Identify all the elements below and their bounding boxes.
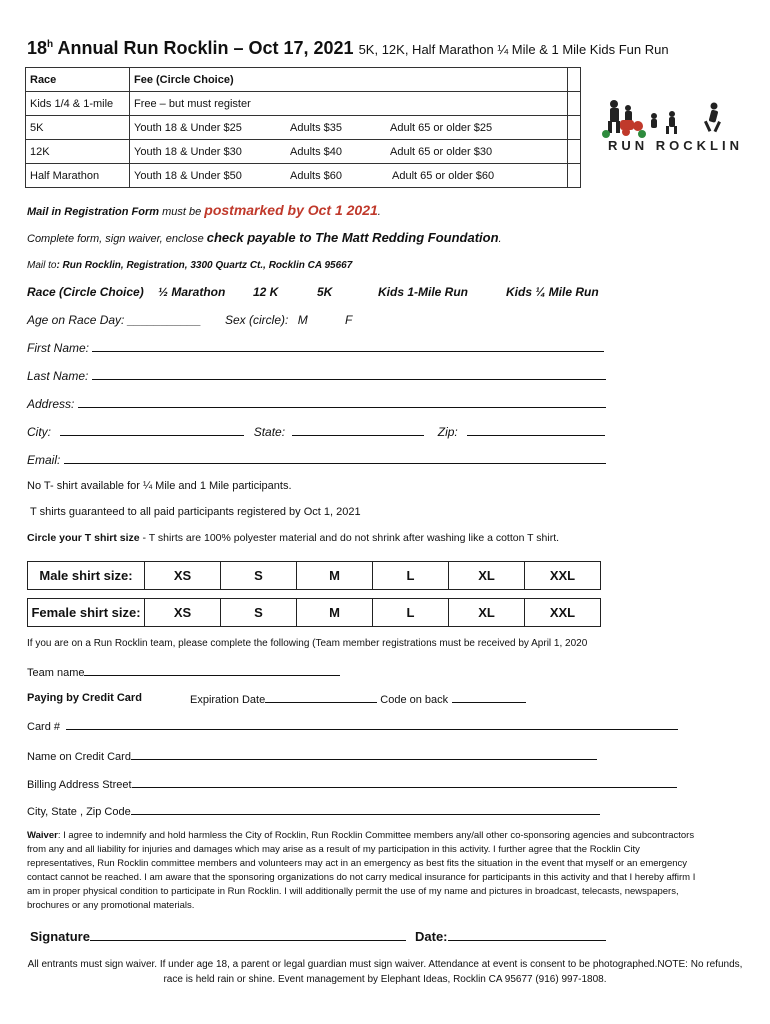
table-header-row [26, 68, 581, 92]
race-cell: Half Marathon [26, 164, 130, 188]
race-choice-label: Race (Circle Choice) [27, 285, 144, 299]
address-label: Address: [27, 397, 75, 411]
race-option-kids-1-mile[interactable]: Kids 1-Mile Run [378, 285, 469, 299]
team-name-field[interactable] [27, 665, 340, 679]
address-input-line[interactable] [78, 397, 606, 408]
male-size-xl[interactable]: XL [449, 562, 525, 590]
race-option-12k[interactable]: 12 K [253, 285, 279, 299]
male-size-label: Male shirt size: [28, 562, 145, 590]
name-on-card-input-line[interactable] [131, 749, 597, 760]
title-subtitle: 5K, 12K, Half Marathon ¼ Mile & 1 Mile Kids Fun Run [358, 42, 669, 57]
table-cell-blank [568, 68, 581, 92]
billing-address-label: Billing Address Street [27, 779, 132, 791]
race-cell: 12K [26, 140, 130, 164]
table-cell-blank [568, 92, 581, 116]
sex-option-f[interactable]: F [345, 313, 353, 327]
race-cell: 5K [26, 116, 130, 140]
table-row [26, 140, 581, 164]
female-size-label: Female shirt size: [28, 599, 145, 627]
fees-table [25, 67, 581, 188]
first-name-input-line[interactable] [92, 341, 604, 352]
fee-cell [130, 140, 568, 164]
tshirt-guarantee-note: T shirts guaranteed to all paid participants registered by Oct 1, 2021 [30, 506, 361, 518]
fee-adult: Adults $60 [290, 169, 342, 182]
sex-option-m[interactable]: M [297, 313, 308, 327]
first-name-label: First Name: [27, 341, 90, 355]
female-size-m[interactable]: M [297, 599, 373, 627]
date-field[interactable] [415, 928, 606, 944]
gap-cell [28, 590, 601, 599]
billing-address-input-line[interactable] [132, 777, 677, 788]
footer-note: All entrants must sign waiver. If under age 18, a parent or legal guardian must sign waiver. Attendance at event is consent to be photographed.NOTE: No refunds, race is held rain or shine. Event management by Elephant Ideas, Rocklin CA 95677 (916) 997-1808. [27, 959, 743, 985]
fee-youth: Youth 18 & Under $25 [134, 121, 242, 134]
waiver-label: Waiver [27, 830, 58, 841]
mail-to-address: : Run Rocklin, Registration, 3300 Quartz Ct., Rocklin CA 95667 [56, 260, 353, 271]
payable-to: check payable to The Matt Redding Foundation [206, 230, 499, 245]
mail-to-label: Mail to [27, 260, 57, 271]
signature-input-line[interactable] [90, 928, 406, 941]
mail-form-label: Mail in Registration Form [27, 206, 160, 218]
check-payable [27, 230, 502, 245]
mail-address [27, 260, 352, 271]
waiver-text [27, 829, 699, 913]
male-size-xs[interactable]: XS [145, 562, 221, 590]
card-input-line[interactable] [66, 719, 678, 730]
male-size-s[interactable]: S [221, 562, 297, 590]
shirt-size-table [27, 561, 601, 627]
last-name-field[interactable] [27, 369, 606, 383]
mail-period: . [377, 206, 381, 218]
female-size-xl[interactable]: XL [449, 599, 525, 627]
title-text: Annual Run Rocklin – Oct 17, 2021 [53, 38, 354, 58]
fee-youth: Youth 18 & Under $50 [134, 169, 242, 182]
city-state-zip-label: City, State , Zip Code [27, 806, 131, 818]
table-row [26, 164, 581, 188]
state-input-line[interactable] [292, 425, 424, 436]
last-name-label: Last Name: [27, 369, 89, 383]
logo-text: RUN ROCKLIN [608, 138, 743, 153]
no-tshirt-note: No T- shirt available for ¼ Mile and 1 Mile participants. [27, 480, 292, 492]
circle-tshirt-note [27, 532, 559, 544]
city-state-zip-field[interactable] [27, 804, 600, 818]
fee-cell [130, 92, 568, 116]
race-option-kids-quarter-mile[interactable]: Kids ¼ Mile Run [506, 285, 599, 299]
race-option-5k[interactable]: 5K [317, 285, 333, 299]
name-on-card-field[interactable] [27, 749, 597, 763]
card-label: Card # [27, 721, 61, 733]
fee-senior: Adult 65 or older $30 [390, 145, 493, 158]
fee-adult: Adults $40 [290, 145, 342, 158]
female-size-xxl[interactable]: XXL [525, 599, 601, 627]
city-state-zip-row [27, 425, 605, 439]
male-size-m[interactable]: M [297, 562, 373, 590]
sex-label: Sex (circle): [225, 313, 289, 327]
expiration-field[interactable] [190, 692, 526, 706]
last-name-input-line[interactable] [92, 369, 606, 380]
complete-form-text: Complete form, sign waiver, enclose [27, 233, 207, 245]
fee-senior: Adult 65 or older $60 [392, 169, 495, 182]
female-size-row [28, 599, 601, 627]
waiver-body: : I agree to indemnify and hold harmless the City of Rocklin, Run Rocklin Committee members any/all other co-sponsoring agencies and subcontractors from any and all liability for injuries and damages which may arise as a result of my participation in this activity. I further agree that the Rocklin City representatives, Run Rocklin committee members and volunteers may act in an emergency as best fits the situation in the event that myself or an emergency contact cannot be reached. I am aware that the sponsoring organizations do not carry medical insurance for participants in this activity and that I hereby affirm I am in proper physical condition to participate in Run Rocklin. I will additionally permit the use of my name and pictures in broadcast, telecasts, newspapers, brochures or any promotional materials. [27, 830, 696, 911]
date-label: Date: [415, 929, 448, 944]
fee-cell [130, 164, 568, 188]
table-gap [28, 590, 601, 599]
table-cell-blank [568, 116, 581, 140]
male-size-l[interactable]: L [373, 562, 449, 590]
fee-adult: Adults $35 [290, 121, 342, 134]
check-period: . [498, 233, 502, 245]
expiration-input-line[interactable] [265, 692, 377, 703]
fee-youth: Free – but must register [134, 97, 251, 110]
female-size-s[interactable]: S [221, 599, 297, 627]
signature-label: Signature [30, 929, 90, 944]
race-option-half-marathon[interactable]: ½ Marathon [158, 285, 226, 299]
city-state-zip-input-line[interactable] [131, 804, 600, 815]
billing-address-field[interactable] [27, 777, 677, 791]
run-rocklin-logo [602, 98, 743, 158]
paying-credit-card: Paying by Credit Card [27, 692, 142, 704]
circle-tshirt-label: Circle your T shirt size [27, 532, 140, 544]
code-input-line[interactable] [452, 692, 526, 703]
team-name-label: Team name [27, 667, 85, 679]
header-race: Race [26, 68, 130, 92]
mail-must-be: must be [159, 206, 205, 218]
female-size-l[interactable]: L [373, 599, 449, 627]
first-name-field[interactable] [27, 341, 607, 355]
state-label: State: [253, 425, 286, 439]
female-size-xs[interactable]: XS [145, 599, 221, 627]
postmark-date: postmarked by Oct 1 2021 [204, 202, 378, 218]
name-on-card-label: Name on Credit Card [27, 751, 131, 763]
header-fee: Fee (Circle Choice) [130, 68, 568, 92]
address-field[interactable] [27, 397, 606, 411]
team-note: If you are on a Run Rocklin team, please complete the following (Team member registrations must be received by April 1, 2020 [27, 638, 588, 649]
tshirt-material-note: - T shirts are 100% polyester material and do not shrink after washing like a cotton T shirt. [139, 532, 560, 544]
fee-youth: Youth 18 & Under $30 [134, 145, 242, 158]
code-label: Code on back [380, 694, 449, 706]
city-label: City: [27, 425, 51, 439]
zip-label: Zip: [437, 425, 458, 439]
runners-icon [602, 98, 730, 140]
male-size-row [28, 562, 601, 590]
race-cell: Kids 1/4 & 1-mile [26, 92, 130, 116]
age-field[interactable]: Age on Race Day: ___________ [27, 313, 202, 327]
expiration-label: Expiration Date [190, 694, 266, 706]
team-name-input-line[interactable] [84, 665, 340, 676]
email-input-line[interactable] [64, 453, 606, 464]
title-superscript: h [47, 39, 54, 50]
male-size-xxl[interactable]: XXL [525, 562, 601, 590]
date-input-line[interactable] [448, 928, 606, 941]
signature-field[interactable] [30, 928, 406, 944]
table-row [26, 116, 581, 140]
table-row [26, 92, 581, 116]
email-field[interactable] [27, 453, 606, 467]
page-title [27, 38, 669, 59]
zip-input-line[interactable] [467, 425, 605, 436]
table-cell-blank [568, 164, 581, 188]
table-cell-blank [568, 140, 581, 164]
city-input-line[interactable] [60, 425, 244, 436]
title-number: 18 [27, 38, 48, 58]
mail-deadline [27, 202, 381, 218]
email-label: Email: [27, 453, 61, 467]
fee-cell [130, 116, 568, 140]
fee-senior: Adult 65 or older $25 [390, 121, 493, 134]
card-number-field[interactable] [27, 719, 678, 733]
sex-field [225, 313, 352, 327]
